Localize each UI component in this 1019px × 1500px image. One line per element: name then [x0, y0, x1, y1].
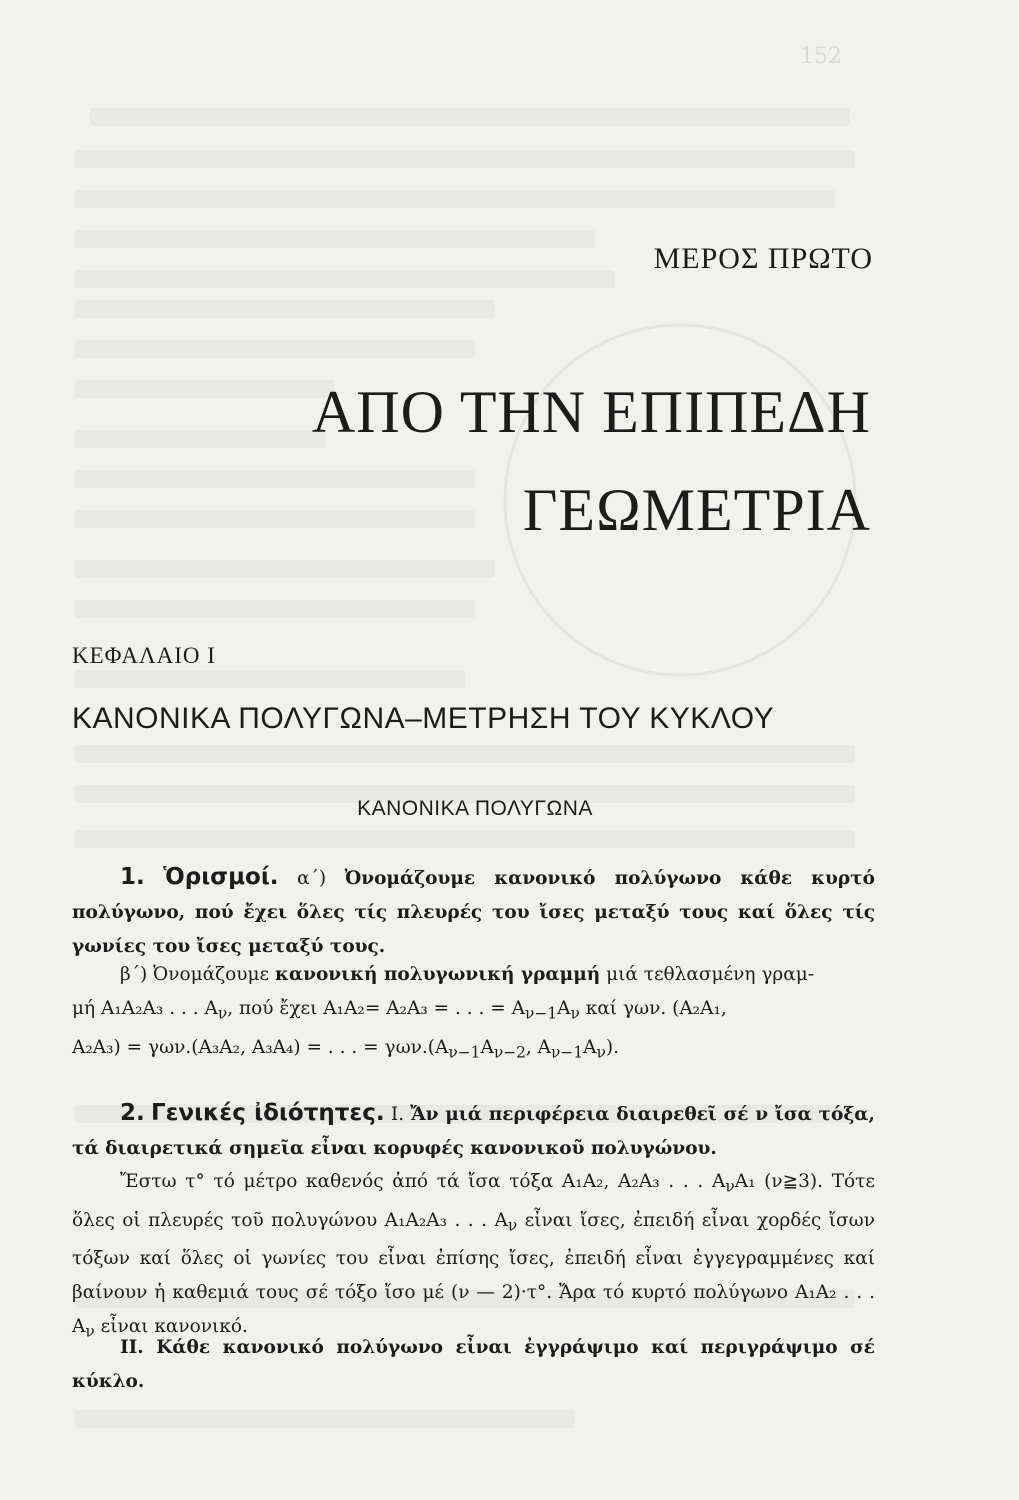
paragraph-general-properties [72, 1096, 875, 1166]
paragraph-marker: I. [390, 1104, 405, 1125]
paragraph-property-ii: II. Κάθε κανονικό πολύγωνο εἶναι ἐγγράψιμο καί περιγράψιμο σέ κύκλο. [72, 1337, 875, 1392]
paragraph-number: 1. [120, 864, 145, 890]
polygonal-line-first-line [72, 958, 875, 992]
part-heading: ΜΕΡΟΣ ΠΡΩΤΟ [653, 242, 873, 275]
paragraph-number: 2. [120, 1100, 145, 1126]
paragraph-polygonal-line [72, 958, 875, 1069]
paragraph-proof: Ἔστω τ° τό μέτρο καθενός ἀπό τά ἴσα τόξα Α₁Α₂, Α₂Α₃ . . . $A_\nu A_1$ (ν≧3). Τότε ὅλες οἱ πλευρές τοῦ πολυγώνου Α₁Α₂Α₃ . . . $A_\nu$ εἶναι ἴσες, ἐπειδή εἶναι χορδές ἴσων τόξων καί ὅλες οἱ γωνίες του εἶναι ἐπίσης ἴσες, ἐπειδή εἶναι ἐγγεγραμμένες καί βαίνουν ἡ καθεμιά τους σέ τόξο ἴσο μέ (ν — 2)·τ°. Ἄρα τό κυρτό πολύγωνο Α₁Α₂ . . . $A_\nu$ εἶναι κανονικό. [72, 1171, 875, 1342]
paragraph-heading: Γενικές ἰδιότητες. [150, 1100, 385, 1126]
page-number: 152 [800, 44, 842, 69]
defined-term: κανονική πολυγωνική γραμμή [275, 964, 601, 985]
book-title-line-1: ΑΠΟ ΤΗΝ ΕΠΙΠΕΔΗ [311, 379, 871, 445]
definition-rest: μιά τεθλασμένη γραμ- [600, 964, 815, 985]
paragraph-definitions [72, 860, 875, 964]
chapter-title: ΚΑΝΟΝΙΚΑ ΠΟΛΥΓΩΝΑ–ΜΕΤΡΗΣΗ ΤΟΥ ΚΥΚΛΟΥ [72, 702, 775, 735]
polygonal-line-formula-2: Α₂Α₃) = γων.(Α₃Α₂, Α₃Α₄) = . . . = $\gamma\omega\nu.(A_{\nu-1}A_{\nu-2}$, $A_{\nu-1}A_\nu$). [72, 1036, 619, 1062]
chapter-label: ΚΕΦΑΛΑΙΟ Ι [72, 643, 216, 668]
section-title: ΚΑΝΟΝΙΚΑ ΠΟΛΥΓΩΝΑ [357, 797, 593, 820]
paragraph-heading: Ὁρισμοί. [163, 864, 279, 890]
definition-text: Ὀνομάζουμε κανονικό πολύγωνο κάθε κυρτό πολύγωνο, πού ἔχει ὅλες τίς πλευρές του ἴσες μεταξύ τους καί ὅλες τίς γωνίες του ἴσες μεταξύ τους. [72, 868, 875, 957]
book-title-line-2: ΓΕΩΜΕΤΡΙΑ [522, 477, 871, 543]
polygonal-line-formula-1: μή Α₁Α₂Α₃ . . . $A_\nu$, πού ἔχει Α₁Α₂= Α₂Α₃ = . . . = $A_{\nu-1}A_\nu$ καί γων. (Α₂Α₁, [72, 998, 727, 1023]
definition-lead: β΄) Ὀνομάζουμε [120, 964, 276, 985]
paragraph-marker: α΄) [297, 868, 327, 889]
property-text: Ἄν μιά περιφέρεια διαιρεθεῖ σέ ν ἴσα τόξα, τά διαιρετικά σημεῖα εἶναι κορυφές κανονικοῦ πολυγώνου. [72, 1104, 875, 1159]
